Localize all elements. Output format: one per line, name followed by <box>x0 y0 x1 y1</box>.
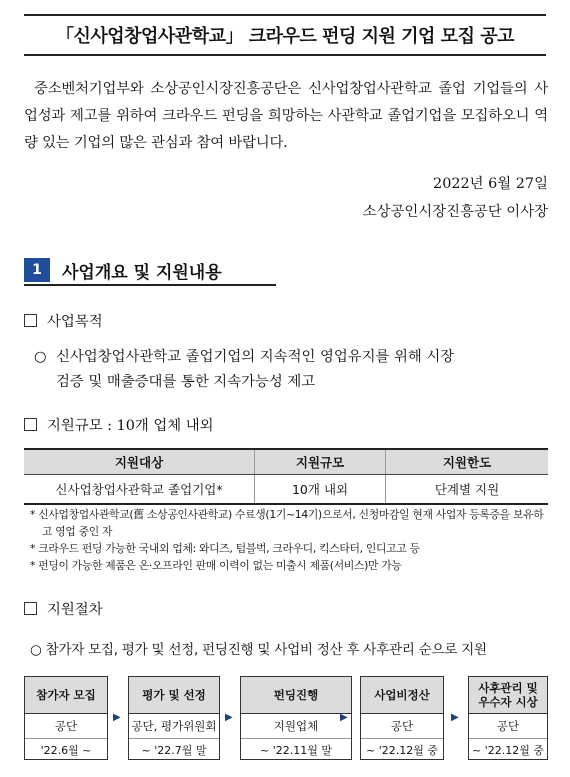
step-period: ~ '22.12월 중 <box>472 744 544 757</box>
checkbox-square-icon <box>24 418 37 431</box>
step-title: 평가 및 선정 <box>129 677 219 714</box>
note-item: * 크라우드 펀딩 가능한 국내외 업체: 와디즈, 텀블벅, 크라우디, 킥스타터, 인디고고 등 <box>30 542 420 555</box>
notice-date: 2022년 6월 27일 <box>433 176 548 192</box>
process-flow <box>24 676 548 760</box>
arrow-right-icon: ▶ <box>451 712 459 723</box>
checkbox-square-icon <box>24 314 37 327</box>
circle-bullet-icon: ○ <box>34 349 47 365</box>
process-step <box>128 676 220 760</box>
purpose-heading-text: 사업목적 <box>47 314 103 330</box>
table-cell: 10개 내외 <box>255 475 386 505</box>
table-header-cell: 지원규모 <box>255 449 386 475</box>
purpose-bullet <box>34 345 544 395</box>
notice-title-box <box>24 14 546 56</box>
step-agency: 공단 <box>25 714 107 739</box>
note-item: * 펀딩이 가능한 제품은 온·오프라인 판매 이력이 없는 미출시 제품(서비스)만 가능 <box>30 559 402 572</box>
arrow-right-icon: ▶ <box>225 712 233 723</box>
procedure-summary: ○ 참가자 모집, 평가 및 선정, 펀딩진행 및 사업비 정산 후 사후관리 순으로 지원 <box>30 642 487 658</box>
step-title: 사후관리 및 우수자 시상 <box>469 677 547 714</box>
table-row <box>24 475 548 505</box>
table-header-cell: 지원대상 <box>24 449 255 475</box>
process-step <box>360 676 444 760</box>
step-title: 사업비정산 <box>361 677 443 714</box>
arrow-right-icon: ▶ <box>340 712 348 723</box>
scale-heading <box>24 414 214 435</box>
notice-signer: 소상공인시장진흥공단 이사장 <box>362 204 548 220</box>
table-cell: 단계별 지원 <box>386 475 548 505</box>
step-period: '22.6월 ~ <box>40 744 92 757</box>
step-agency: 지원업체 <box>241 714 351 739</box>
section-number: 1 <box>24 258 50 282</box>
step-period: ~ '22.11월 말 <box>260 744 332 757</box>
process-step <box>240 676 352 760</box>
section-heading <box>24 256 276 286</box>
process-step <box>468 676 548 760</box>
notice-title: 「신사업창업사관학교」 크라우드 펀딩 지원 기업 모집 공고 <box>55 26 515 47</box>
table-cell: 신사업창업사관학교 졸업기업* <box>24 475 255 505</box>
procedure-heading-text: 지원절차 <box>47 602 103 618</box>
procedure-heading <box>24 598 103 619</box>
section-title: 사업개요 및 지원내용 <box>62 262 222 283</box>
purpose-line-1: 신사업창업사관학교 졸업기업의 지속적인 영업유지를 위해 시장 <box>56 349 455 365</box>
step-agency: 공단 <box>361 714 443 739</box>
step-agency: 공단 <box>469 714 547 739</box>
step-period: ~ '22.12월 중 <box>366 744 438 757</box>
note-item: * 신사업창업사관학교(舊 소상공인사관학교) 수료생(1기~14기)으로서, 신청마감일 현재 사업자 등록증을 보유하고 영업 중인 자 <box>30 508 544 538</box>
purpose-heading <box>24 310 103 331</box>
purpose-line-2: 검증 및 매출증대를 통한 지속가능성 제고 <box>56 374 316 390</box>
support-table <box>24 448 548 505</box>
step-title: 펀딩진행 <box>241 677 351 714</box>
process-step <box>24 676 108 760</box>
step-agency: 공단, 평가위원회 <box>129 714 219 739</box>
intro-paragraph: 중소벤처기업부와 소상공인시장진흥공단은 신사업창업사관학교 졸업 기업들의 사업성과 제고를 위하여 크라우드 펀딩을 희망하는 사관학교 졸업기업을 모집하오니 역량 있는 기업의 많은 관심과 참여 바랍니다. <box>24 81 548 151</box>
arrow-right-icon: ▶ <box>113 712 121 723</box>
table-notes <box>30 506 550 574</box>
step-period: ~ '22.7월 말 <box>141 744 207 757</box>
table-header-row <box>24 449 548 475</box>
step-title: 참가자 모집 <box>25 677 107 714</box>
table-header-cell: 지원한도 <box>386 449 548 475</box>
checkbox-square-icon <box>24 602 37 615</box>
scale-heading-text: 지원규모 : 10개 업체 내외 <box>47 418 214 434</box>
